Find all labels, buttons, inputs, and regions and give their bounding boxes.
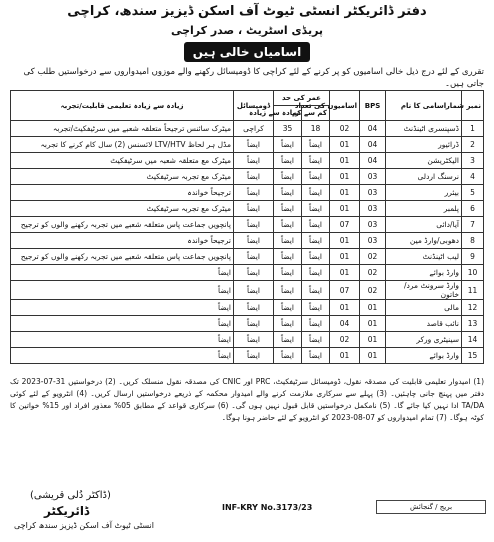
cell-min: ایضاً [302, 249, 330, 265]
header-age: عمر کی حد [273, 91, 329, 106]
cell-bps: 02 [360, 281, 386, 300]
cell-post: لیب اٹینڈنٹ [386, 249, 462, 265]
header-domicile: ڈومیسائل [233, 91, 273, 121]
office-address: پریڈی اسٹریٹ ، صدر کراچی [170, 24, 324, 37]
cell-max: ایضاً [273, 332, 301, 348]
cell-post: الیکٹریشن [386, 153, 462, 169]
cell-no: 2 [462, 137, 484, 153]
cell-max: ایضاً [273, 249, 301, 265]
header-bps: BPS [360, 91, 386, 121]
cell-dom: ایضاً [233, 316, 273, 332]
cell-count: 02 [330, 121, 360, 137]
table-row [11, 137, 484, 153]
table-row [11, 281, 484, 300]
cell-bps: 04 [360, 153, 386, 169]
cell-count: 02 [330, 332, 360, 348]
cell-qual: ایضاً [11, 332, 234, 348]
cell-dom: ایضاً [233, 281, 273, 300]
cell-bps: 01 [360, 316, 386, 332]
cell-post: دھوبی/وارڈ مین [386, 233, 462, 249]
cell-no: 3 [462, 153, 484, 169]
header-no: نمبر شمار [462, 91, 484, 121]
cell-qual: پانچویں جماعت پاس متعلقہ شعبے میں تجربہ رکھنے والوں کو ترجیح [11, 217, 234, 233]
terms-and-conditions: (1) امیدوار تعلیمی قابلیت کی مصدقہ نقول، ڈومیسائل سرٹیفکیٹ، PRC اور CNIC کی مصدقہ نقول منسلک کریں۔ (2) درخواستیں 31-07-2023 تک دفتر میں پہنچ جانی چاہئیں۔ (3) پہلے سے سرکاری ملازمت کرنے والے امیدوار محکمہ کے ذریعے درخواستیں ارسال کریں۔ (4) انٹرویو کے لئے کوئی TA/DA ادا نہیں کیا جائے گا۔ (5) نامکمل درخواستیں قابل قبول نہیں ہوں گی۔ (6) سرکاری قواعد کے مطابق 05% معذور افراد اور 15% خواتین کا کوٹہ ہوگا۔ (7) تمام امیدواروں کو 07-08-2023 کو انٹرویو کے لئے حاضر ہونا ہوگا۔ [10, 377, 484, 422]
cell-qual: میٹرک سائنس ترجیحاً متعلقہ شعبے میں سرٹیفکیٹ/تجربہ [11, 121, 234, 137]
cell-count: 01 [330, 137, 360, 153]
table-row [11, 121, 484, 137]
cell-dom: ایضاً [233, 153, 273, 169]
cell-max: 35 [273, 121, 301, 137]
cell-bps: 04 [360, 121, 386, 137]
cell-post: ڈرائیور [386, 137, 462, 153]
cell-count: 01 [330, 185, 360, 201]
cell-qual: ایضاً [11, 316, 234, 332]
cell-min: ایضاً [302, 348, 330, 364]
cell-bps: 02 [360, 265, 386, 281]
cell-min: ایضاً [302, 281, 330, 300]
cell-max: ایضاً [273, 233, 301, 249]
header-age-min: کم سے کم [302, 106, 330, 121]
cell-max: ایضاً [273, 348, 301, 364]
cell-min: ایضاً [302, 217, 330, 233]
cell-no: 1 [462, 121, 484, 137]
cell-count: 01 [330, 300, 360, 316]
cell-dom: ایضاً [233, 201, 273, 217]
cell-count: 01 [330, 201, 360, 217]
cell-post: نرسنگ اردلی [386, 169, 462, 185]
cell-bps: 01 [360, 300, 386, 316]
cell-post: ڈسپنسری اٹینڈنٹ [386, 121, 462, 137]
cell-min: 18 [302, 121, 330, 137]
cell-qual: ترجیحاً خواندہ [11, 185, 234, 201]
cell-dom: ایضاً [233, 169, 273, 185]
table-row [11, 348, 484, 364]
cell-qual: میٹرک مع متعلقہ شعبہ میں سرٹیفکیٹ [11, 153, 234, 169]
cell-max: ایضاً [273, 169, 301, 185]
table-row [11, 217, 484, 233]
cell-max: ایضاً [273, 185, 301, 201]
cell-post: وارڈ بوائے [386, 265, 462, 281]
table-row [11, 201, 484, 217]
cell-post: سینیٹری ورکر [386, 332, 462, 348]
table-row [11, 233, 484, 249]
office-header: دفتر ڈائریکٹر انسٹی ٹیوٹ آف اسکن ڈیزیز سندھ، کراچی [67, 4, 427, 19]
vacancies-table [10, 90, 484, 364]
table-row [11, 265, 484, 281]
vacancies-banner: اسامیاں خالی ہیں [184, 42, 310, 62]
cell-bps: 02 [360, 249, 386, 265]
cell-qual: مڈل ہر لحاظ LTV/HTV لائسنس (2) سال کام کرنے کا تجربہ [11, 137, 234, 153]
cell-no: 14 [462, 332, 484, 348]
cell-min: ایضاً [302, 316, 330, 332]
cell-max: ایضاً [273, 265, 301, 281]
cell-dom: ایضاً [233, 348, 273, 364]
cell-min: ایضاً [302, 153, 330, 169]
cell-no: 10 [462, 265, 484, 281]
cell-post: وارڈ سرونٹ مرد/خاتون [386, 281, 462, 300]
header-post: اسامی کا نام [386, 91, 462, 121]
header-count: اسامیوں کی تعداد [330, 91, 360, 121]
cell-qual: میٹرک مع تجربہ سرٹیفکیٹ [11, 169, 234, 185]
cell-bps: 01 [360, 332, 386, 348]
cell-min: ایضاً [302, 201, 330, 217]
cell-qual: پانچویں جماعت پاس متعلقہ شعبے میں تجربہ رکھنے والوں کو ترجیح [11, 249, 234, 265]
cell-dom: ایضاً [233, 233, 273, 249]
cell-no: 15 [462, 348, 484, 364]
cell-count: 04 [330, 316, 360, 332]
header-age-max: زیادہ سے زیادہ [273, 106, 301, 121]
cell-dom: کراچی [233, 121, 273, 137]
cell-bps: 03 [360, 201, 386, 217]
cell-count: 01 [330, 249, 360, 265]
cell-no: 13 [462, 316, 484, 332]
cell-post: وارڈ بوائے [386, 348, 462, 364]
cell-qual: ایضاً [11, 348, 234, 364]
cell-min: ایضاً [302, 185, 330, 201]
table-row [11, 316, 484, 332]
cell-min: ایضاً [302, 300, 330, 316]
cell-min: ایضاً [302, 233, 330, 249]
cell-no: 7 [462, 217, 484, 233]
cell-min: ایضاً [302, 137, 330, 153]
reference-number: INF-KRY No.3173/23 [222, 503, 313, 512]
cell-count: 07 [330, 217, 360, 233]
table-row [11, 153, 484, 169]
cell-no: 11 [462, 281, 484, 300]
cell-dom: ایضاً [233, 300, 273, 316]
signatory-title: ڈائریکٹر [44, 504, 90, 518]
cell-no: 8 [462, 233, 484, 249]
cell-dom: ایضاً [233, 217, 273, 233]
cell-qual: ایضاً [11, 281, 234, 300]
cell-qual: ترجیحاً خواندہ [11, 233, 234, 249]
cell-min: ایضاً [302, 169, 330, 185]
cell-no: 9 [462, 249, 484, 265]
cell-post: بیئرر [386, 185, 462, 201]
cell-qual: ایضاً [11, 265, 234, 281]
cell-min: ایضاً [302, 332, 330, 348]
cell-count: 01 [330, 348, 360, 364]
cell-bps: 03 [360, 185, 386, 201]
cell-count: 07 [330, 281, 360, 300]
table-row [11, 169, 484, 185]
cell-max: ایضاً [273, 137, 301, 153]
cell-no: 5 [462, 185, 484, 201]
table-row [11, 249, 484, 265]
cell-dom: ایضاً [233, 185, 273, 201]
cell-bps: 03 [360, 217, 386, 233]
table-row [11, 300, 484, 316]
cell-max: ایضاً [273, 281, 301, 300]
cell-post: آیا/دائی [386, 217, 462, 233]
cell-no: 4 [462, 169, 484, 185]
cell-qual: ایضاً [11, 300, 234, 316]
cell-bps: 03 [360, 169, 386, 185]
cell-post: نائب قاصد [386, 316, 462, 332]
cell-dom: ایضاً [233, 265, 273, 281]
cell-no: 12 [462, 300, 484, 316]
cell-post: مالی [386, 300, 462, 316]
cell-max: ایضاً [273, 217, 301, 233]
cell-max: ایضاً [273, 316, 301, 332]
intro-text: تقرری کے لئے درج ذیل خالی اسامیوں کو پر کرنے کے لئے کراچی کا ڈومیسائل رکھنے والے موزوں امیدواروں سے درخواستیں طلب کی جاتی ہیں۔ [23, 67, 484, 89]
cell-max: ایضاً [273, 201, 301, 217]
cell-min: ایضاً [302, 265, 330, 281]
table-row [11, 185, 484, 201]
table-row [11, 332, 484, 348]
header-qualification: زیادہ سے زیادہ تعلیمی قابلیت/تجربہ [11, 91, 234, 121]
cell-max: ایضاً [273, 153, 301, 169]
cell-dom: ایضاً [233, 332, 273, 348]
cell-count: 01 [330, 233, 360, 249]
cell-dom: ایضاً [233, 249, 273, 265]
cell-count: 01 [330, 153, 360, 169]
cell-count: 01 [330, 169, 360, 185]
cell-post: پلمبر [386, 201, 462, 217]
cell-bps: 04 [360, 137, 386, 153]
cell-bps: 01 [360, 348, 386, 364]
cell-qual: میٹرک مع تجربہ سرٹیفکیٹ [11, 201, 234, 217]
cell-no: 6 [462, 201, 484, 217]
cell-max: ایضاً [273, 300, 301, 316]
cell-bps: 03 [360, 233, 386, 249]
signatory-organization: انسٹی ٹیوٹ آف اسکن ڈیزیز سندھ کراچی [14, 521, 154, 530]
cell-dom: ایضاً [233, 137, 273, 153]
cell-count: 01 [330, 265, 360, 281]
stamp-box: بریج / گنجائش [376, 500, 486, 514]
signatory-name: (ڈاکٹر دُلی قریشی) [30, 490, 111, 501]
